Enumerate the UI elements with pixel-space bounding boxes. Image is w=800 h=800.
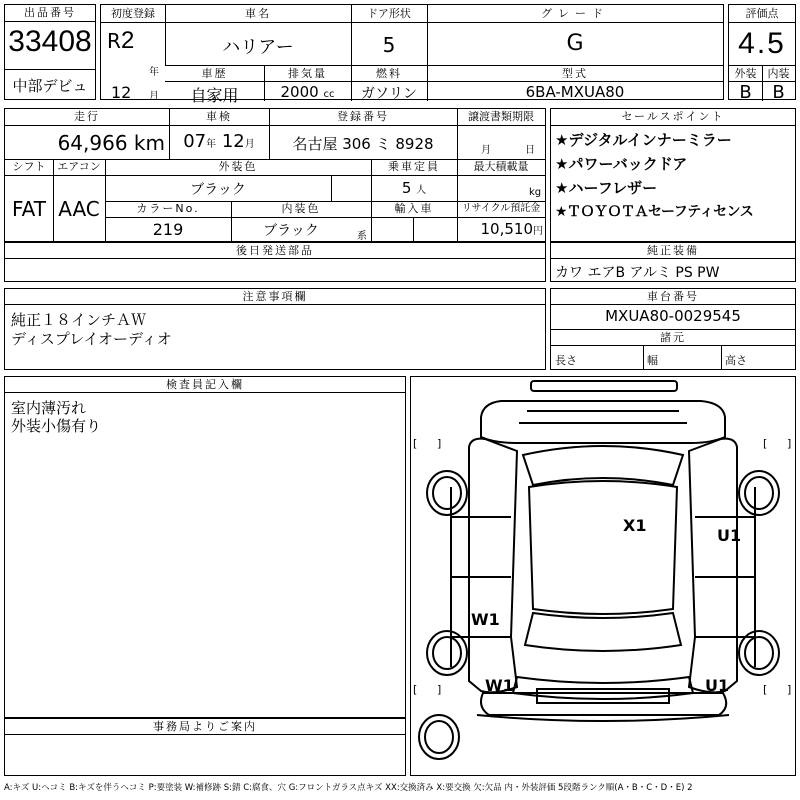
caution-line-2: ディスプレイオーディオ (11, 330, 172, 348)
width-label: 幅 (647, 354, 658, 367)
year-unit: 年 (149, 67, 159, 78)
mileage-unit: km (133, 131, 165, 155)
inspector-line-1: 室内薄汚れ (11, 399, 87, 417)
mileage-value (5, 131, 165, 155)
displacement-number: 2000 (280, 83, 319, 101)
damage-mark-right-rear-corner: U1 (705, 676, 730, 695)
svg-text:]: ] (437, 437, 442, 450)
lot-number: 33408 (8, 25, 92, 58)
month-unit: 月 (149, 91, 159, 102)
office-box (4, 718, 406, 776)
legend-text: A:キズ U:ヘコミ B:キズを伴うヘコミ P:要塗装 W:補修跡 S:錆 C:腐食、穴 G:フロントガラス点キズ XX:交換済み X:要交換 欠:欠品 内・外装評価 5段階ランク順(A・B・C・D・E) 2 (4, 783, 693, 793)
mid-grid (4, 108, 546, 242)
transfer-month-unit: 月 (481, 145, 491, 156)
year-value: 2 (121, 27, 135, 54)
caution-label: 注意事項欄 (242, 290, 308, 303)
chassis-box (550, 288, 796, 370)
grade-label: グレード (541, 7, 609, 20)
height-label: 高さ (725, 354, 747, 367)
score-value: 4.5 (738, 27, 786, 60)
inspection-label: 車検 (206, 110, 232, 123)
shift-value: FAT (11, 197, 46, 221)
svg-text:]: ] (787, 437, 792, 450)
ac-value: AAC (58, 197, 100, 221)
damage-mark-roof: X1 (623, 516, 647, 535)
sales-point-3: ★ハーフレザー (555, 179, 658, 197)
transfer-label: 譲渡書類期限 (468, 110, 534, 123)
chassis-label: 車台番号 (647, 290, 699, 303)
recycle-unit: 円 (533, 226, 543, 237)
displacement-label: 排気量 (288, 67, 327, 80)
svg-text:[: [ (413, 437, 418, 450)
grade-value: G (566, 31, 584, 56)
shift-label: シフト (12, 160, 46, 173)
intcolor-unit: 系 (357, 231, 367, 242)
ext-grade: B (739, 82, 752, 103)
era-value: R (107, 29, 121, 53)
carname-value: ハリアー (222, 37, 294, 58)
dims-label: 諸元 (660, 331, 686, 344)
sales-point-2: ★パワーバックドア (555, 155, 688, 173)
color-label: 外装色 (218, 160, 258, 173)
svg-text:[: [ (763, 437, 768, 450)
car-diagram (411, 377, 795, 775)
ac-label: エアコン (57, 160, 101, 173)
chassis-number: MXUA80-0029545 (605, 307, 741, 325)
car-diagram-box (410, 376, 796, 776)
plate-label: 登録番号 (337, 110, 389, 123)
office-label: 事務局よりご案内 (153, 720, 257, 733)
lot-label: 出品番号 (5, 5, 95, 22)
top-grid (100, 4, 724, 105)
displacement-unit: cc (323, 89, 335, 100)
seats-label: 乗車定員 (388, 160, 440, 173)
svg-text:]: ] (437, 683, 442, 696)
fuel-label: 燃料 (376, 67, 402, 80)
seats-value (371, 179, 457, 197)
damage-mark-left-rear-fender: W1 (471, 610, 500, 629)
inspection-month-unit: 月 (244, 139, 255, 150)
history-label: 車歴 (201, 67, 228, 80)
first-reg-label: 初度登録 (111, 7, 155, 20)
seats-unit: 人 (416, 185, 427, 196)
inspector-label: 検査員記入欄 (166, 378, 244, 391)
caution-box (4, 288, 546, 370)
recycle-number: 10,510 (480, 220, 533, 238)
venue-name: 中部デビュ (12, 77, 88, 95)
svg-text:]: ] (787, 683, 792, 696)
seats-number: 5 (401, 179, 412, 197)
plate-value: 名古屋 306 ミ 8928 (292, 135, 434, 153)
recycle-value (457, 220, 543, 238)
load-label: 最大積載量 (473, 160, 529, 173)
model-label: 型式 (562, 67, 588, 80)
load-unit: kg (529, 187, 542, 198)
length-label: 長さ (555, 354, 577, 367)
damage-mark-left-rear-bumper: W1 (485, 676, 514, 695)
intcolor-value: ブラック (263, 223, 319, 239)
equip-label: 純正装備 (647, 244, 699, 257)
fuel-value: ガソリン (361, 86, 417, 102)
history-value: 自家用 (190, 86, 239, 105)
month-value: 12 (111, 83, 132, 102)
equip-value: カワ エアB アルミ PS PW (555, 265, 720, 281)
score-box (728, 4, 796, 103)
mileage-number: 64,966 (57, 131, 128, 155)
door-label: ドア形状 (367, 7, 411, 20)
sales-point-4: ★ＴＯＹＯＴＡセーフティセンス (555, 204, 754, 220)
transfer-day-unit: 日 (525, 145, 535, 156)
inspector-line-2: 外装小傷有り (11, 417, 102, 435)
model-value: 6BA-MXUA80 (525, 83, 625, 101)
sales-point-1: ★デジタルインナーミラー (555, 131, 732, 149)
mileage-label: 走行 (74, 110, 100, 123)
color-value: ブラック (190, 182, 246, 198)
svg-text:[: [ (763, 683, 768, 696)
score-label: 評価点 (745, 7, 779, 20)
inspection-month: 12 (221, 131, 245, 152)
inspector-box (4, 376, 406, 718)
colorno-label: カラーNo. (136, 202, 200, 215)
int-label: 内装 (767, 67, 790, 80)
equipment-box (550, 242, 796, 282)
intcolor-label: 内装色 (281, 202, 321, 215)
lot-box (4, 4, 96, 100)
inspection-value (169, 131, 269, 152)
recycle-label: リサイクル預託金 (461, 203, 541, 214)
inspection-year-unit: 年 (206, 139, 217, 150)
int-grade: B (772, 82, 785, 103)
carname-label: 車名 (245, 7, 271, 20)
damage-mark-right-front-door: U1 (717, 526, 742, 545)
colorno-value: 219 (152, 220, 184, 239)
sales-points-box (550, 108, 796, 242)
later-parts-box (4, 242, 546, 282)
inspection-year: 07 (183, 131, 207, 152)
later-label: 後日発送部品 (236, 244, 314, 257)
displacement-value (264, 83, 351, 101)
import-label: 輸入車 (394, 202, 434, 215)
sales-label: セールスポイント (621, 110, 725, 123)
door-value: 5 (382, 33, 396, 57)
caution-line-1: 純正１８インチＡＷ (11, 311, 147, 329)
ext-label: 外装 (734, 67, 757, 80)
svg-text:[: [ (413, 683, 418, 696)
